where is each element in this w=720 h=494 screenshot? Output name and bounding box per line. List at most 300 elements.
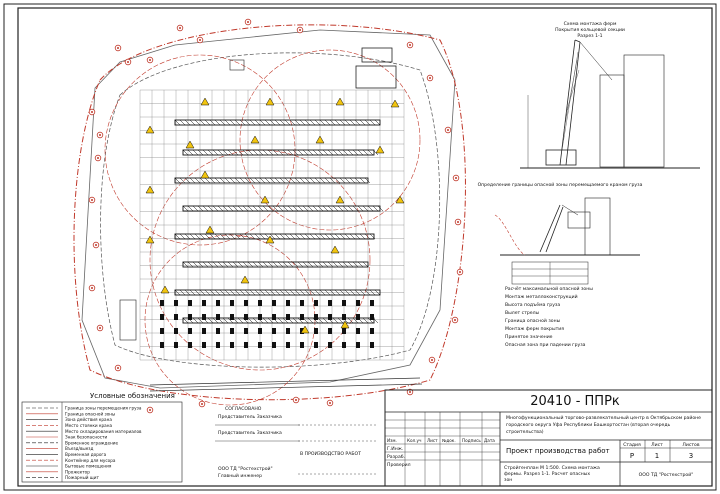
truss-diagonal	[215, 120, 220, 125]
truss-diagonal	[200, 178, 205, 183]
column-marker	[230, 314, 234, 320]
truss-diagonal	[305, 234, 310, 239]
marker-dot	[447, 129, 449, 131]
column-marker	[258, 300, 262, 306]
marker-dot	[201, 403, 203, 405]
truss-diagonal	[248, 206, 253, 211]
warning-sign-icon	[186, 141, 194, 148]
truss-diagonal	[175, 234, 180, 239]
marker-dot	[99, 134, 101, 136]
truss-diagonal	[238, 150, 243, 155]
sheet-value: 1	[654, 452, 660, 460]
column-marker	[370, 328, 374, 334]
site-boundary	[82, 30, 455, 388]
column-marker	[328, 328, 332, 334]
truss-diagonal	[363, 318, 368, 323]
truss-diagonal	[270, 178, 275, 183]
truss-diagonal	[195, 120, 200, 125]
truss-diagonal	[215, 178, 220, 183]
warning-sign-icon	[251, 136, 259, 143]
truss-diagonal	[190, 178, 195, 183]
truss-diagonal	[230, 178, 235, 183]
truss-diagonal	[235, 120, 240, 125]
truss-diagonal	[275, 120, 280, 125]
truss-diagonal	[350, 178, 355, 183]
truss-diagonal	[255, 120, 260, 125]
column-marker	[174, 328, 178, 334]
column-marker	[300, 342, 304, 348]
top-note	[555, 21, 625, 39]
truss-diagonal	[295, 120, 300, 125]
truss-diagonal	[190, 120, 195, 125]
truss-diagonal	[280, 234, 285, 239]
truss-diagonal	[258, 150, 263, 155]
marker-dot	[409, 391, 411, 393]
truss-diagonal	[293, 150, 298, 155]
truss-diagonal	[313, 262, 318, 267]
truss-diagonal	[325, 234, 330, 239]
truss-diagonal	[185, 234, 190, 239]
truss-diagonal	[290, 234, 295, 239]
truss-diagonal	[318, 150, 323, 155]
truss-diagonal	[260, 120, 265, 125]
marker-dot	[149, 409, 151, 411]
truss-diagonal	[340, 178, 345, 183]
truss-diagonal	[195, 234, 200, 239]
truss-diagonal	[255, 178, 260, 183]
truss-diagonal	[350, 120, 355, 125]
truss-diagonal	[203, 262, 208, 267]
truss-diagonal	[243, 262, 248, 267]
column-marker	[272, 300, 276, 306]
truss-diagonal	[320, 120, 325, 125]
truss-diagonal	[343, 262, 348, 267]
truss-diagonal	[193, 206, 198, 211]
column-marker	[258, 328, 262, 334]
truss-diagonal	[348, 262, 353, 267]
truss-diagonal	[315, 120, 320, 125]
calc-line: Граница опасной зоны	[505, 319, 561, 324]
truss-diagonal	[273, 150, 278, 155]
truss-diagonal	[190, 234, 195, 239]
truss-diagonal	[218, 206, 223, 211]
truss-diagonal	[320, 234, 325, 239]
truss-diagonal	[228, 206, 233, 211]
truss-diagonal	[185, 178, 190, 183]
truss-diagonal	[300, 178, 305, 183]
calc-line: Высота подъёма груза	[505, 303, 561, 308]
truss-diagonal	[295, 178, 300, 183]
column-marker	[328, 342, 332, 348]
legend-item-label: Пожарный щит	[65, 475, 99, 481]
truss-diagonal	[200, 120, 205, 125]
truss-diagonal	[278, 318, 283, 323]
truss-diagonal	[210, 178, 215, 183]
truss-diagonal	[238, 318, 243, 323]
truss-diagonal	[325, 178, 330, 183]
column-header: Кол.уч	[407, 438, 422, 443]
legend-item-label: Зона действия крана	[65, 417, 112, 423]
truss-load	[568, 212, 590, 228]
marker-dot	[329, 402, 331, 404]
truss-diagonal	[293, 262, 298, 267]
crane-section-lower	[495, 198, 640, 255]
marker-dot	[91, 111, 93, 113]
truss-diagonal	[363, 206, 368, 211]
truss-diagonal	[313, 206, 318, 211]
column-marker	[356, 342, 360, 348]
column-marker	[370, 342, 374, 348]
truss-diagonal	[248, 262, 253, 267]
truss-diagonal	[223, 206, 228, 211]
truss-diagonal	[358, 262, 363, 267]
truss-diagonal	[233, 262, 238, 267]
truss-diagonal	[368, 206, 373, 211]
truss-diagonal	[220, 178, 225, 183]
truss-diagonal	[353, 206, 358, 211]
marker-dot	[127, 61, 129, 63]
row-label: Г.Инж.	[387, 447, 404, 452]
truss-diagonal	[225, 178, 230, 183]
truss-diagonal	[223, 262, 228, 267]
crane-cable	[562, 205, 578, 215]
truss-diagonal	[293, 318, 298, 323]
column-marker	[272, 314, 276, 320]
column-marker	[160, 314, 164, 320]
truss-diagonal	[258, 262, 263, 267]
approval-representative: Представитель Заказчика	[218, 431, 282, 436]
sheets-header: Листов	[682, 443, 700, 448]
truss-diagonal	[343, 206, 348, 211]
warning-sign-icon	[201, 171, 209, 178]
truss-diagonal	[248, 150, 253, 155]
column-marker	[300, 300, 304, 306]
truss-diagonal	[253, 318, 258, 323]
truss-diagonal	[328, 206, 333, 211]
truss-diagonal	[308, 206, 313, 211]
top-note-line: Разрез 1-1	[577, 34, 603, 39]
column-marker	[244, 328, 248, 334]
legend-item-label: Временная дорога	[65, 452, 107, 457]
truss-diagonal	[348, 206, 353, 211]
truss-diagonal	[290, 178, 295, 183]
truss-diagonal	[175, 178, 180, 183]
truss-diagonal	[183, 206, 188, 211]
truss-diagonal	[328, 150, 333, 155]
truss-diagonal	[245, 120, 250, 125]
truss-diagonal	[365, 234, 370, 239]
truss-diagonal	[358, 150, 363, 155]
truss-diagonal	[263, 262, 268, 267]
truss-diagonal	[240, 120, 245, 125]
marker-dot	[457, 221, 459, 223]
building-section	[585, 198, 610, 255]
for-production-label: В ПРОИЗВОДСТВО РАБОТ	[300, 452, 361, 457]
truss-diagonal	[335, 234, 340, 239]
truss-diagonal	[213, 206, 218, 211]
approval-company-role: Главный инженер	[218, 474, 263, 479]
truss-diagonal	[355, 178, 360, 183]
truss-diagonal	[260, 178, 265, 183]
column-marker	[188, 300, 192, 306]
truss-diagonal	[205, 178, 210, 183]
truss-diagonal	[360, 120, 365, 125]
row-label: Проверил	[387, 463, 411, 468]
truss-diagonal	[208, 150, 213, 155]
warning-sign-icon	[161, 286, 169, 293]
truss-diagonal	[268, 262, 273, 267]
column-marker	[370, 300, 374, 306]
column-marker	[216, 328, 220, 334]
calc-line: Вылет стрелы	[505, 311, 540, 316]
truss-diagonal	[348, 150, 353, 155]
column-marker	[230, 342, 234, 348]
truss-diagonal	[308, 150, 313, 155]
truss-diagonal	[305, 120, 310, 125]
truss-diagonal	[265, 178, 270, 183]
truss-diagonal	[210, 234, 215, 239]
storage-area	[120, 300, 136, 340]
marker-dot	[247, 21, 249, 23]
column-marker	[328, 300, 332, 306]
truss-diagonal	[243, 206, 248, 211]
truss-diagonal	[370, 120, 375, 125]
doc-code: 20410 - ППРк	[530, 394, 620, 409]
column-marker	[244, 342, 248, 348]
approval-block	[215, 406, 378, 479]
truss-diagonal	[218, 150, 223, 155]
warning-sign-icon	[146, 126, 154, 133]
truss-diagonal	[183, 318, 188, 323]
column-marker	[314, 342, 318, 348]
truss-diagonal	[220, 234, 225, 239]
column-marker	[286, 314, 290, 320]
crane-cable	[580, 42, 612, 80]
truss-diagonal	[245, 178, 250, 183]
truss-diagonal	[353, 262, 358, 267]
truss-diagonal	[315, 178, 320, 183]
column-marker	[342, 300, 346, 306]
truss-diagonal	[195, 178, 200, 183]
truss-diagonal	[285, 178, 290, 183]
truss-diagonal	[200, 234, 205, 239]
truss-diagonal	[293, 206, 298, 211]
column-marker	[202, 342, 206, 348]
marker-dot	[409, 44, 411, 46]
truss-diagonal	[318, 262, 323, 267]
column-marker	[300, 314, 304, 320]
truss-diagonal	[333, 206, 338, 211]
column-marker	[286, 328, 290, 334]
truss-diagonal	[328, 262, 333, 267]
truss-diagonal	[268, 206, 273, 211]
column-marker	[188, 314, 192, 320]
truss-diagonal	[183, 150, 188, 155]
sheet-title-line: фермы. Разрез 1-1. Расчет опасных	[504, 472, 591, 477]
truss-diagonal	[310, 178, 315, 183]
truss-diagonal	[203, 206, 208, 211]
truss-diagonal	[325, 120, 330, 125]
truss-diagonal	[345, 178, 350, 183]
truss-diagonal	[260, 234, 265, 239]
truss-diagonal	[285, 120, 290, 125]
column-marker	[202, 314, 206, 320]
column-marker	[160, 300, 164, 306]
calc-line: Монтаж металлоконструкций	[505, 295, 578, 300]
column-marker	[328, 314, 332, 320]
column-marker	[188, 328, 192, 334]
truss-diagonal	[238, 206, 243, 211]
project-title-line: Многофункциональный торгово-развлекательный центр в Октябрьском районе	[506, 416, 701, 421]
truss-diagonal	[248, 318, 253, 323]
legend	[26, 406, 142, 481]
truss-diagonal	[203, 150, 208, 155]
truss-diagonal	[355, 234, 360, 239]
truss-diagonal	[365, 178, 370, 183]
truss-diagonal	[193, 262, 198, 267]
truss-diagonal	[330, 234, 335, 239]
truss-diagonal	[188, 262, 193, 267]
truss-diagonal	[303, 206, 308, 211]
truss-diagonal	[285, 234, 290, 239]
column-header: №док.	[442, 438, 456, 443]
column-marker	[202, 328, 206, 334]
warning-sign-icon	[376, 146, 384, 153]
truss-diagonal	[223, 150, 228, 155]
truss-diagonal	[295, 234, 300, 239]
legend-item-label: Граница зоны перемещения груза	[65, 405, 142, 411]
column-header: Дата	[484, 438, 495, 443]
column-marker	[244, 314, 248, 320]
calc-line: Опасная зона при падении груза	[505, 343, 586, 348]
legend-item-label: Въезд/выезд	[65, 446, 94, 452]
truss-diagonal	[263, 150, 268, 155]
title-block-company: ООО ТД "Ростехстрой"	[638, 473, 694, 478]
marker-dot	[431, 359, 433, 361]
truss-diagonal	[198, 262, 203, 267]
calc-line: Расчёт максимальной опасной зоны	[505, 287, 593, 292]
truss-diagonal	[288, 206, 293, 211]
warning-sign-icon	[336, 98, 344, 105]
truss-diagonal	[333, 318, 338, 323]
warning-sign-icon	[266, 98, 274, 105]
truss-diagonal	[258, 206, 263, 211]
marker-dot	[99, 327, 101, 329]
marker-dot	[117, 367, 119, 369]
truss-diagonal	[283, 262, 288, 267]
truss-diagonal	[323, 206, 328, 211]
truss-diagonal	[198, 206, 203, 211]
truss-diagonal	[280, 178, 285, 183]
truss-diagonal	[310, 234, 315, 239]
calc-line: Монтаж ферм покрытия	[505, 327, 565, 332]
truss-diagonal	[183, 262, 188, 267]
truss-diagonal	[193, 318, 198, 323]
row-label: Разраб.	[387, 455, 406, 460]
truss-diagonal	[273, 262, 278, 267]
truss-diagonal	[313, 150, 318, 155]
truss-diagonal	[283, 206, 288, 211]
truss-diagonal	[255, 234, 260, 239]
truss-diagonal	[323, 318, 328, 323]
marker-dot	[429, 77, 431, 79]
drawing-frame	[18, 8, 712, 486]
truss-diagonal	[333, 262, 338, 267]
warning-sign-icon	[206, 226, 214, 233]
column-marker	[174, 300, 178, 306]
marker-dot	[117, 47, 119, 49]
truss-diagonal	[263, 206, 268, 211]
truss-diagonal	[345, 120, 350, 125]
title-block-column-headers	[387, 438, 495, 443]
column-marker	[174, 314, 178, 320]
safety-signs	[146, 98, 404, 333]
crane-section-upper	[520, 40, 700, 168]
column-marker	[286, 342, 290, 348]
truss-diagonal	[318, 206, 323, 211]
truss-diagonal	[275, 178, 280, 183]
crane-position-markers	[89, 19, 463, 413]
truss-diagonal	[253, 262, 258, 267]
calculation-notes	[505, 285, 593, 348]
truss-diagonal	[238, 262, 243, 267]
truss-diagonal	[338, 262, 343, 267]
column-marker	[216, 300, 220, 306]
column-marker	[314, 300, 318, 306]
warning-sign-icon	[316, 136, 324, 143]
column-marker	[258, 314, 262, 320]
truss-diagonal	[303, 262, 308, 267]
truss-diagonal	[300, 120, 305, 125]
truss-diagonal	[318, 318, 323, 323]
column-marker	[202, 300, 206, 306]
truss-diagonal	[208, 318, 213, 323]
marker-dot	[91, 287, 93, 289]
truss-diagonal	[228, 262, 233, 267]
stage-header: Стадия	[623, 443, 641, 448]
truss-diagonal	[315, 234, 320, 239]
truss-diagonal	[355, 120, 360, 125]
column-marker	[342, 342, 346, 348]
truss-diagonal	[335, 120, 340, 125]
truss-diagonal	[210, 120, 215, 125]
column-marker	[356, 328, 360, 334]
truss-diagonal	[240, 178, 245, 183]
truss-diagonal	[280, 120, 285, 125]
truss-diagonal	[330, 120, 335, 125]
crane-boom	[540, 205, 563, 252]
column-header: Подпись	[462, 438, 481, 443]
legend-item-label: Контейнер для мусора	[65, 457, 116, 463]
warning-sign-icon	[201, 98, 209, 105]
truss-diagonal	[368, 150, 373, 155]
truss-diagonal	[350, 234, 355, 239]
truss-diagonal	[360, 234, 365, 239]
column-marker	[342, 314, 346, 320]
truss-diagonal	[208, 262, 213, 267]
column-marker	[174, 342, 178, 348]
truss-diagonal	[310, 120, 315, 125]
sheet-title-line: зон	[504, 478, 513, 483]
truss-diagonal	[305, 178, 310, 183]
column-marker	[370, 314, 374, 320]
legend-item-label: Граница опасной зоны	[65, 411, 116, 417]
column-marker	[258, 342, 262, 348]
truss-diagonal	[198, 150, 203, 155]
truss-diagonal	[333, 150, 338, 155]
column-marker	[244, 300, 248, 306]
legend-item-label: Бытовые помещения	[65, 463, 112, 469]
